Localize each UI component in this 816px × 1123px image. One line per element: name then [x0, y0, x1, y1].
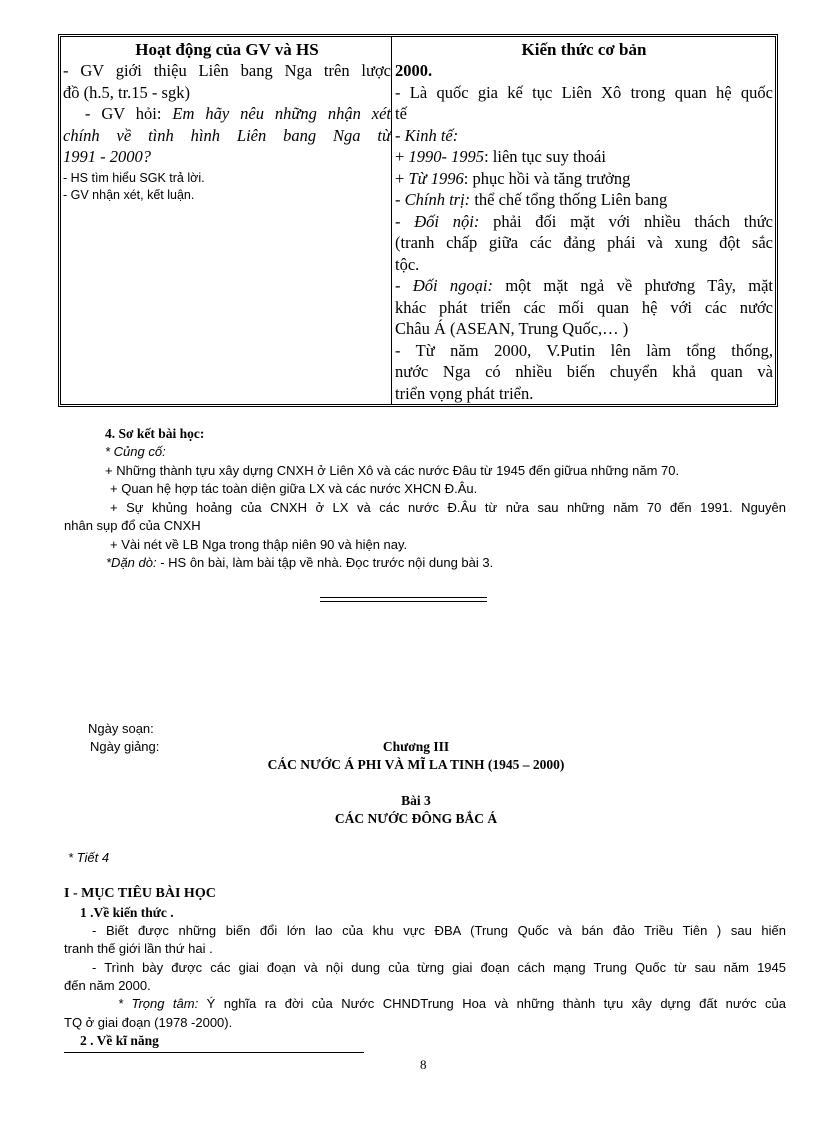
- right-line: tế: [395, 104, 407, 123]
- left-line: - GV giới thiệu Liên bang Nga trên lược: [63, 61, 391, 80]
- left-line: - HS tìm hiểu SGK trả lời.: [63, 170, 205, 185]
- focus-point: TQ ở giai đoạn (1978 -2000).: [64, 1015, 233, 1030]
- summary-point: + Sự khủng hoảng của CNXH ở LX và các nước Đ.Âu từ nửa sau những năm 70 đến 1991. Nguyên: [110, 500, 786, 515]
- left-line: - GV nhận xét, kết luận.: [63, 187, 195, 202]
- right-line: 2000.: [395, 61, 433, 80]
- lesson-number: Bài 3: [401, 793, 431, 808]
- right-line: - Từ năm 2000, V.Putin lên làm tổng thống,: [395, 340, 773, 360]
- summary-point: + Những thành tựu xây dựng CNXH ở Liên Xô và các nước Đâu từ 1945 đến giữua những năm 70.: [105, 463, 680, 478]
- knowledge-point: đến năm 2000.: [64, 978, 151, 993]
- right-line: khác phát triển các mối quan hệ với các nước: [395, 297, 773, 317]
- footer-rule: [64, 1052, 364, 1053]
- left-column-header: Hoạt động của GV và HS: [135, 40, 319, 59]
- chapter-title: CÁC NƯỚC Á PHI VÀ MĨ LA TINH (1945 – 2000): [267, 757, 565, 772]
- right-line: nước Nga có nhiều biến chuyển khả quan và: [395, 362, 773, 381]
- right-line: Châu Á (ASEAN, Trung Quốc,… ): [395, 319, 629, 338]
- lesson-table: [58, 34, 778, 407]
- right-line: (tranh chấp giữa các đảng phái và xung đột sắc: [395, 233, 773, 252]
- right-line: - Đối ngoại: một mặt ngả về phương Tây, mặt: [395, 276, 773, 295]
- summary-dando: *Dặn dò: - HS ôn bài, làm bài tập về nhà. Đọc trước nội dung bài 3.: [106, 555, 494, 570]
- summary-point: nhân sụp đổ của CNXH: [64, 518, 201, 533]
- ngay-giang-label: Ngày giảng:: [90, 739, 160, 754]
- right-line: - Là quốc gia kế tục Liên Xô trong quan hệ quốc: [395, 82, 773, 102]
- knowledge-point: tranh thế giới lần thứ hai .: [64, 941, 213, 956]
- right-line: - Chính trị: thể chế tổng thống Liên bang: [395, 190, 668, 209]
- right-column-header: Kiến thức cơ bản: [521, 40, 647, 59]
- focus-point: * Trọng tâm: Ý nghĩa ra đời của Nước CHNDTrung Hoa và những thành tựu xây dựng đất nước của: [118, 996, 786, 1011]
- tiet-label: * Tiết 4: [68, 850, 110, 865]
- right-line: + 1990- 1995: liên tục suy thoái: [395, 147, 606, 166]
- table-right-column: [395, 39, 773, 404]
- table-divider: [391, 37, 392, 404]
- section-divider: [320, 597, 487, 602]
- right-line: triển vọng phát triển.: [395, 383, 534, 403]
- knowledge-point: - Biết được những biến đổi lớn lao của khu vực ĐBA (Trung Quốc và bán đảo Triều Tiên ) sau hiến: [92, 923, 786, 938]
- knowledge-point: - Trình bày được các giai đoạn và nội dung của từng giai đoạn cách mạng Trung Quốc từ sau năm 1945: [92, 960, 786, 975]
- left-line: - GV hỏi: Em hãy nêu những nhận xét: [63, 104, 392, 123]
- right-line: + Từ 1996: phục hồi và tăng trưởng: [395, 168, 631, 188]
- summary-point: + Quan hệ hợp tác toàn diện giữa LX và các nước XHCN Đ.Âu.: [110, 481, 478, 496]
- chapter-number: Chương III: [382, 739, 450, 754]
- ngay-soan-label: Ngày soạn:: [88, 721, 154, 736]
- table-left-column: [63, 39, 391, 204]
- right-line: - Kinh tế:: [395, 125, 459, 145]
- knowledge-heading: 1 .Về kiến thức .: [80, 905, 174, 920]
- page-number: 8: [420, 1057, 427, 1072]
- left-line: 1991 - 2000?: [63, 147, 151, 166]
- skills-heading: 2 . Về kĩ năng: [80, 1033, 159, 1048]
- left-line: chính về tình hình Liên bang Nga từ: [63, 125, 391, 145]
- objectives-heading: I - MỤC TIÊU BÀI HỌC: [64, 886, 216, 901]
- summary-point: + Vài nét về LB Nga trong thập niên 90 và hiện nay.: [110, 537, 408, 552]
- lesson-title: CÁC NƯỚC ĐÔNG BẮC Á: [334, 811, 498, 826]
- right-line: - Đối nội: phải đối mặt với nhiều thách thức: [395, 211, 773, 231]
- left-line: đồ (h.5, tr.15 - sgk): [63, 82, 190, 102]
- right-line: tộc.: [395, 254, 420, 274]
- summary-heading: 4. Sơ kết bài học:: [105, 426, 205, 441]
- summary-cungco: * Củng cố:: [105, 444, 166, 459]
